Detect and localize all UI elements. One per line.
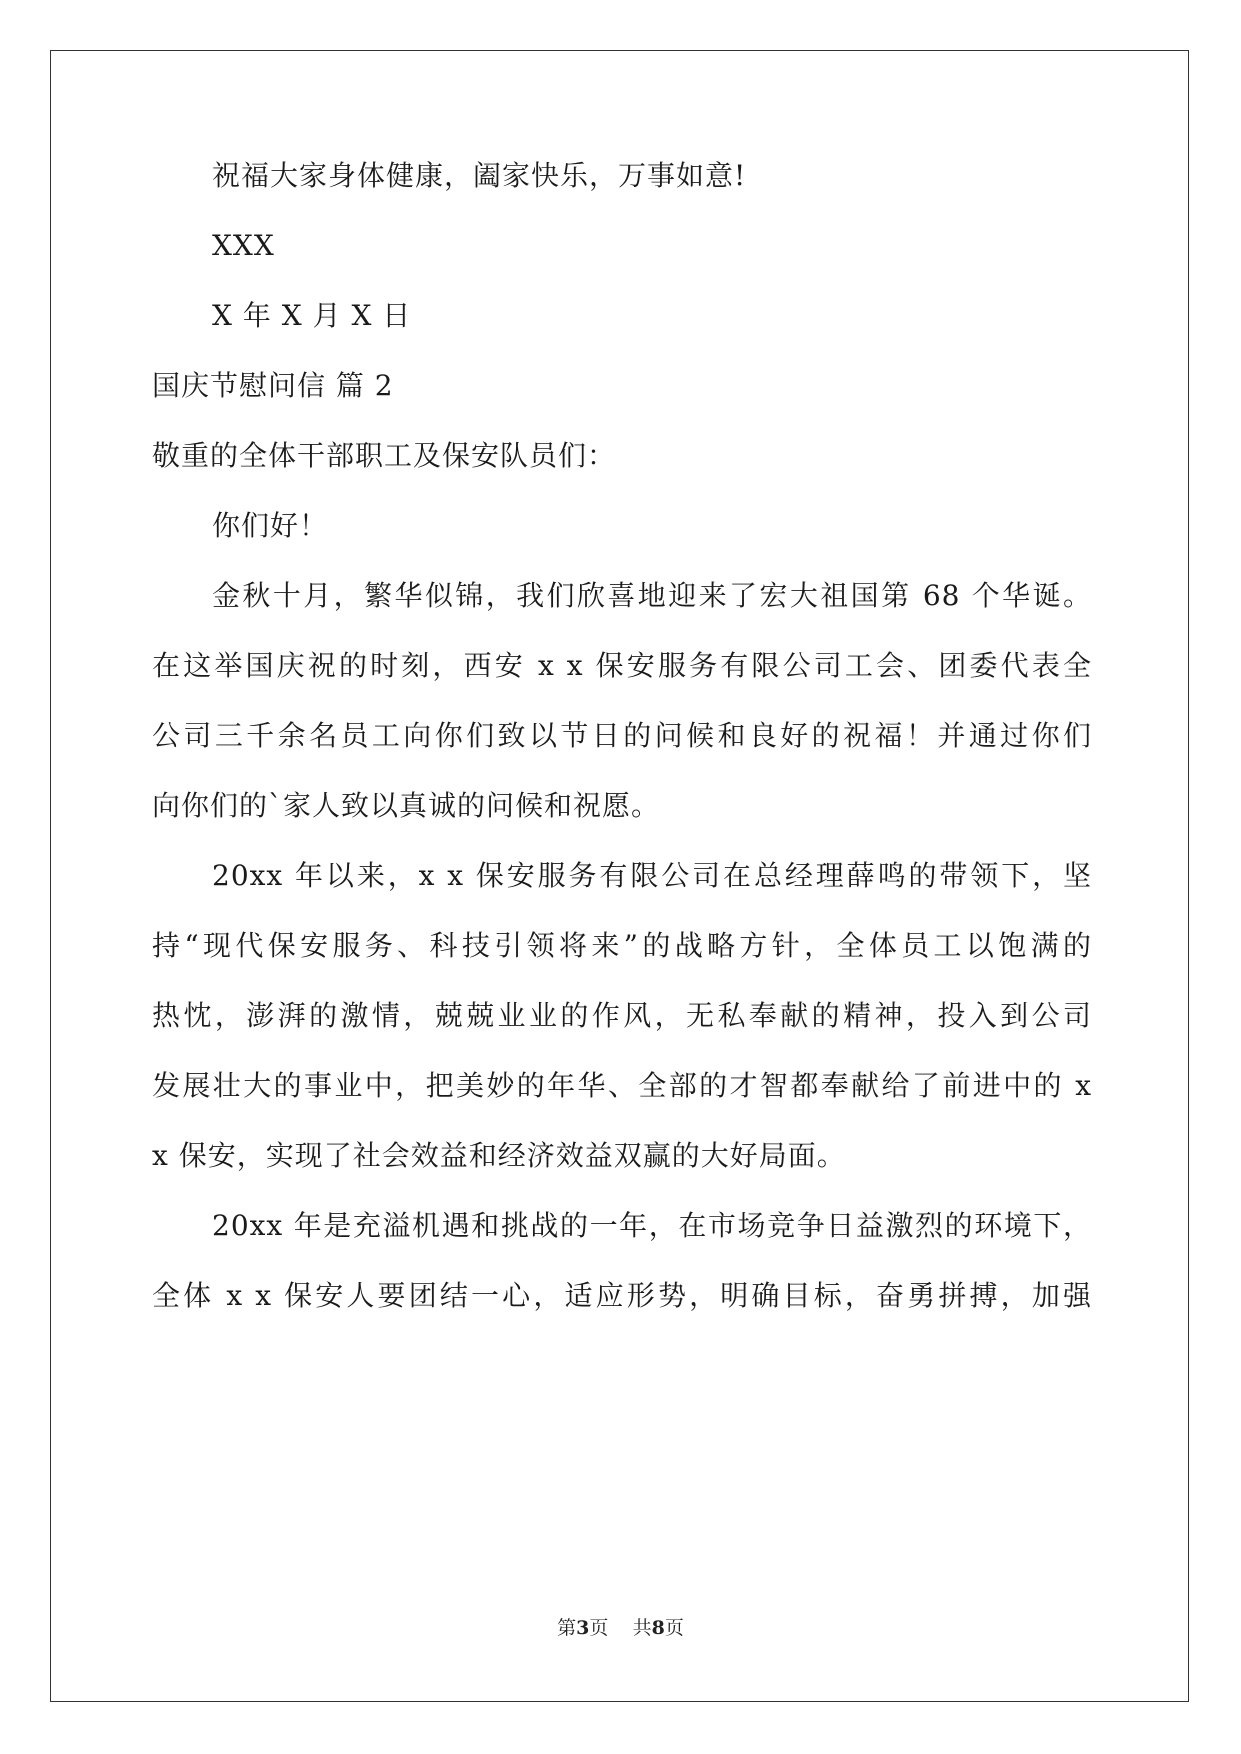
paragraph-line: 持“现代保安服务、科技引领将来”的战略方针，全体员工以饱满的 bbox=[152, 929, 1092, 962]
current-page-number: 3 bbox=[576, 1617, 590, 1639]
paragraph-line: 金秋十月，繁华似锦，我们欣喜地迎来了宏大祖国第 68 个华诞。 bbox=[212, 579, 1092, 612]
signature: XXX bbox=[212, 229, 275, 262]
total-pages-number: 8 bbox=[651, 1617, 665, 1639]
paragraph-line: 公司三千余名员工向你们致以节日的问候和良好的祝福！并通过你们 bbox=[152, 719, 1092, 752]
paragraph-line: 向你们的`家人致以真诚的问候和祝愿。 bbox=[152, 789, 661, 822]
paragraph-line: x 保安，实现了社会效益和经济效益双赢的大好局面。 bbox=[152, 1139, 846, 1172]
paragraph-line: 在这举国庆祝的时刻，西安 x x 保安服务有限公司工会、团委代表全 bbox=[152, 649, 1092, 682]
page-footer bbox=[0, 1616, 1241, 1640]
paragraph-line: 20xx 年以来，x x 保安服务有限公司在总经理薛鸣的带领下，坚 bbox=[212, 859, 1092, 892]
paragraph-line: 20xx 年是充溢机遇和挑战的一年，在市场竞争日益激烈的环境下， bbox=[212, 1209, 1092, 1242]
section-heading: 国庆节慰问信 篇 2 bbox=[152, 369, 394, 402]
total-suffix: 页 bbox=[664, 1617, 684, 1639]
greeting: 你们好！ bbox=[212, 509, 329, 542]
closing-wish: 祝福大家身体健康，阖家快乐，万事如意! bbox=[212, 159, 747, 192]
page-prefix: 第 bbox=[557, 1617, 577, 1639]
total-prefix: 共 bbox=[632, 1617, 652, 1639]
salutation: 敬重的全体干部职工及保安队员们： bbox=[152, 439, 617, 472]
paragraph-line: 热忱，澎湃的激情，兢兢业业的作风，无私奉献的精神，投入到公司 bbox=[152, 999, 1092, 1032]
paragraph-line: 全体 x x 保安人要团结一心，适应形势，明确目标，奋勇拼搏，加强 bbox=[152, 1279, 1092, 1312]
page-suffix: 页 bbox=[589, 1617, 609, 1639]
date-line: X 年 X 月 X 日 bbox=[212, 299, 412, 332]
paragraph-line: 发展壮大的事业中，把美妙的年华、全部的才智都奉献给了前进中的 x bbox=[152, 1069, 1092, 1102]
